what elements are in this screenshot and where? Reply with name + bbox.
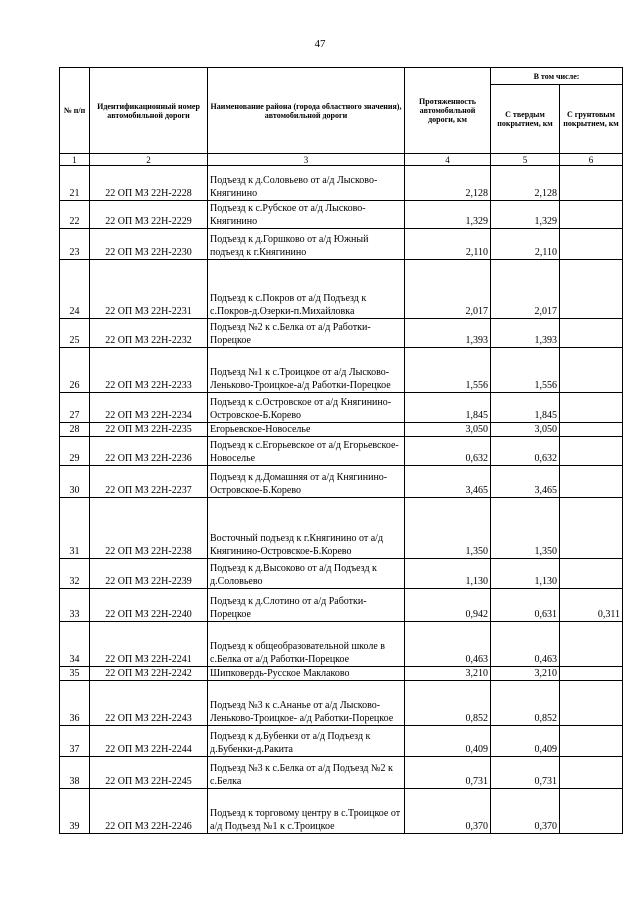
header-hard: С твердым покрытием, км [491,85,560,154]
cell-length: 0,731 [405,757,491,789]
cell-id: 22 ОП МЗ 22Н-2238 [90,498,208,559]
cell-num: 32 [60,559,90,589]
cell-hard: 3,465 [491,466,560,498]
cell-num: 37 [60,726,90,757]
cell-hard: 0,852 [491,681,560,726]
column-number: 3 [208,154,405,166]
cell-num: 23 [60,229,90,260]
table-row [60,757,623,789]
cell-dirt [560,667,623,681]
cell-id: 22 ОП МЗ 22Н-2235 [90,423,208,437]
page-number: 47 [314,38,326,50]
column-number: 4 [405,154,491,166]
cell-num: 21 [60,166,90,201]
cell-hard: 3,210 [491,667,560,681]
cell-dirt [560,498,623,559]
cell-length: 0,852 [405,681,491,726]
table-row [60,260,623,319]
cell-id: 22 ОП МЗ 22Н-2243 [90,681,208,726]
table-row [60,559,623,589]
cell-name: Восточный подъезд к г.Княгинино от а/д Княгинино-Островское-Б.Корево [208,498,405,559]
cell-hard: 0,409 [491,726,560,757]
cell-name: Егорьевское-Новоселье [208,423,405,437]
column-number: 5 [491,154,560,166]
cell-dirt [560,201,623,229]
cell-dirt [560,559,623,589]
cell-length: 0,942 [405,589,491,622]
cell-id: 22 ОП МЗ 22Н-2237 [90,466,208,498]
cell-num: 26 [60,348,90,393]
cell-dirt [560,260,623,319]
cell-name: Подъезд к д.Слотино от а/д Работки-Порецкое [208,589,405,622]
cell-name: Подъезд к с.Островское от а/д Княгинино-Островское-Б.Корево [208,393,405,423]
cell-hard: 0,370 [491,789,560,834]
column-number: 1 [60,154,90,166]
cell-dirt [560,622,623,667]
table-header [60,68,623,166]
cell-num: 35 [60,667,90,681]
cell-hard: 1,556 [491,348,560,393]
cell-name: Подъезд к с.Егорьевское от а/д Егорьевское-Новоселье [208,437,405,466]
cell-hard: 2,128 [491,166,560,201]
cell-dirt [560,166,623,201]
cell-id: 22 ОП МЗ 22Н-2245 [90,757,208,789]
cell-num: 24 [60,260,90,319]
cell-hard: 1,130 [491,559,560,589]
cell-dirt [560,726,623,757]
table-row [60,319,623,348]
cell-hard: 0,463 [491,622,560,667]
cell-id: 22 ОП МЗ 22Н-2239 [90,559,208,589]
column-number: 6 [560,154,623,166]
header-name: Наименование района (города областного значения), автомобильной дороги [208,68,405,154]
cell-name: Шипковердь-Русское Маклаково [208,667,405,681]
cell-length: 1,556 [405,348,491,393]
cell-length: 1,329 [405,201,491,229]
cell-name: Подъезд №3 к с.Белка от а/д Подъезд №2 к с.Белка [208,757,405,789]
cell-num: 31 [60,498,90,559]
cell-dirt: 0,311 [560,589,623,622]
cell-length: 3,210 [405,667,491,681]
cell-id: 22 ОП МЗ 22Н-2244 [90,726,208,757]
table-row [60,229,623,260]
cell-length: 2,110 [405,229,491,260]
header-length: Протяженность автомобильной дороги, км [405,68,491,154]
roads-table [59,67,623,834]
header-id: Идентификационный номер автомобильной дороги [90,68,208,154]
column-number: 2 [90,154,208,166]
cell-num: 25 [60,319,90,348]
cell-num: 30 [60,466,90,498]
cell-id: 22 ОП МЗ 22Н-2228 [90,166,208,201]
cell-dirt [560,757,623,789]
cell-id: 22 ОП МЗ 22Н-2229 [90,201,208,229]
cell-name: Подъезд к д.Горшково от а/д Южный подъезд к г.Княгинино [208,229,405,260]
cell-num: 38 [60,757,90,789]
cell-dirt [560,423,623,437]
cell-name: Подъезд к общеобразовательной школе в с.Белка от а/д Работки-Порецкое [208,622,405,667]
header-num: № п/п [60,68,90,154]
header-dirt: С грунтовым покрытием, км [560,85,623,154]
cell-id: 22 ОП МЗ 22Н-2236 [90,437,208,466]
cell-hard: 0,632 [491,437,560,466]
cell-length: 3,050 [405,423,491,437]
cell-length: 1,845 [405,393,491,423]
cell-id: 22 ОП МЗ 22Н-2234 [90,393,208,423]
cell-name: Подъезд к торговому центру в с.Троицкое от а/д Подъезд №1 к с.Троицкое [208,789,405,834]
cell-hard: 0,631 [491,589,560,622]
cell-id: 22 ОП МЗ 22Н-2233 [90,348,208,393]
header-including: В том числе: [491,68,623,85]
cell-dirt [560,229,623,260]
table-row [60,667,623,681]
cell-length: 0,409 [405,726,491,757]
cell-hard: 1,845 [491,393,560,423]
cell-hard: 1,393 [491,319,560,348]
cell-num: 39 [60,789,90,834]
cell-name: Подъезд к с.Покров от а/д Подъезд к с.Покров-д.Озерки-п.Михайловка [208,260,405,319]
cell-name: Подъезд к д.Домашняя от а/д Княгинино-Островское-Б.Корево [208,466,405,498]
table-row [60,589,623,622]
table-row [60,681,623,726]
column-number-row [60,154,623,166]
cell-id: 22 ОП МЗ 22Н-2240 [90,589,208,622]
cell-id: 22 ОП МЗ 22Н-2232 [90,319,208,348]
table-row [60,393,623,423]
cell-num: 27 [60,393,90,423]
table-row [60,726,623,757]
cell-dirt [560,681,623,726]
cell-dirt [560,437,623,466]
cell-id: 22 ОП МЗ 22Н-2242 [90,667,208,681]
table-row [60,166,623,201]
cell-num: 36 [60,681,90,726]
cell-name: Подъезд №2 к с.Белка от а/д Работки-Порецкое [208,319,405,348]
cell-hard: 1,350 [491,498,560,559]
cell-num: 22 [60,201,90,229]
cell-num: 28 [60,423,90,437]
cell-dirt [560,393,623,423]
cell-dirt [560,319,623,348]
cell-dirt [560,348,623,393]
table-row [60,437,623,466]
cell-hard: 0,731 [491,757,560,789]
cell-num: 33 [60,589,90,622]
cell-dirt [560,466,623,498]
table-row [60,789,623,834]
table-row [60,423,623,437]
cell-length: 2,128 [405,166,491,201]
cell-length: 0,370 [405,789,491,834]
cell-name: Подъезд №3 к с.Ананье от а/д Лысково-Леньково-Троицкое- а/д Работки-Порецкое [208,681,405,726]
cell-name: Подъезд к с.Рубское от а/д Лысково-Княгинино [208,201,405,229]
table-row [60,348,623,393]
cell-num: 29 [60,437,90,466]
table-row [60,498,623,559]
cell-num: 34 [60,622,90,667]
cell-name: Подъезд к д.Высоково от а/д Подъезд к д.Соловьево [208,559,405,589]
cell-length: 2,017 [405,260,491,319]
cell-length: 0,463 [405,622,491,667]
cell-hard: 1,329 [491,201,560,229]
cell-name: Подъезд к д.Соловьево от а/д Лысково-Княгинино [208,166,405,201]
cell-name: Подъезд к д.Бубенки от а/д Подъезд к д.Бубенки-д.Ракита [208,726,405,757]
cell-hard: 2,110 [491,229,560,260]
cell-id: 22 ОП МЗ 22Н-2241 [90,622,208,667]
cell-id: 22 ОП МЗ 22Н-2246 [90,789,208,834]
cell-name: Подъезд №1 к с.Троицкое от а/д Лысково-Леньково-Троицкое-а/д Работки-Порецкое [208,348,405,393]
cell-length: 1,393 [405,319,491,348]
table-row [60,622,623,667]
cell-length: 0,632 [405,437,491,466]
cell-dirt [560,789,623,834]
cell-id: 22 ОП МЗ 22Н-2230 [90,229,208,260]
table-row [60,201,623,229]
cell-hard: 2,017 [491,260,560,319]
cell-length: 1,130 [405,559,491,589]
table-row [60,466,623,498]
cell-length: 1,350 [405,498,491,559]
table-body [60,166,623,834]
cell-length: 3,465 [405,466,491,498]
cell-hard: 3,050 [491,423,560,437]
cell-id: 22 ОП МЗ 22Н-2231 [90,260,208,319]
